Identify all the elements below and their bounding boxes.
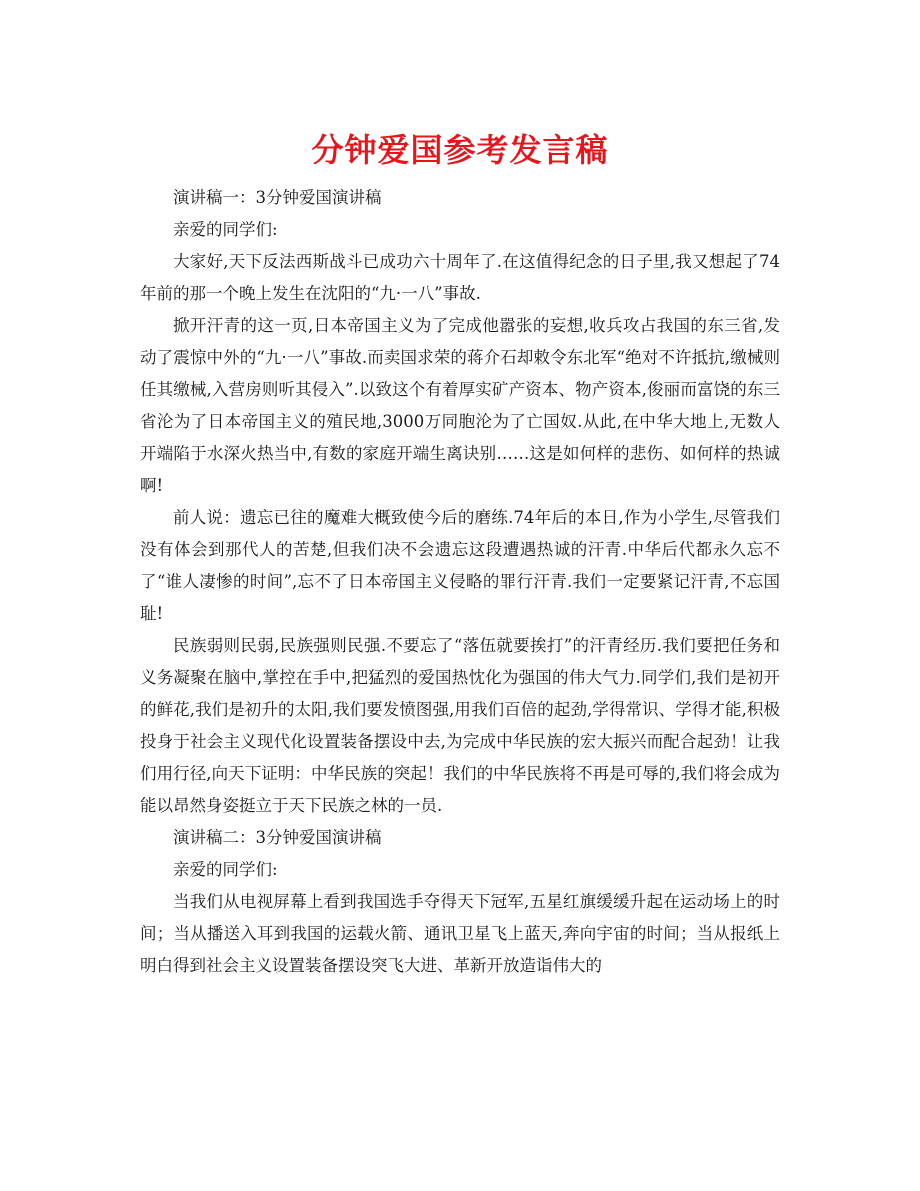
salutation: 亲爱的同学们: [173, 220, 278, 239]
body-paragraph: 前人说：遗忘已往的魔难大概致使今后的磨练.74年后的本日,作为小学生,尽管我们没有体会到那代人的苦楚,但我们决不会遗忘这段遭遇热诚的汗青.中华后代都永久忘不了“谁人凄惨的时间”,忘不了日本帝国主义侵略的罪行汗青.我们一定要紧记汗青,不忘国耻! [140, 508, 780, 623]
salutation: 亲爱的同学们: [173, 860, 278, 879]
body-paragraph: 民族弱则民弱,民族强则民强.不要忘了“落伍就要挨打”的汗青经历.我们要把任务和义务凝聚在脑中,掌控在手中,把猛烈的爱国热忱化为强国的伟大气力.同学们,我们是初开的鲜花,我们是初升的太阳,我们要发愤图强,用我们百倍的起劲,学得常识、学得才能,积极投身于社会主义现代化设置装备摆设中去,为完成中华民族的宏大振兴而配合起劲！让我们用行径,向天下证明：中华民族的突起！我们的中华民族将不再是可辱的,我们将会成为能以昂然身姿挺立于天下民族之林的一员. [140, 636, 780, 815]
body-paragraph: 掀开汗青的这一页,日本帝国主义为了完成他嚣张的妄想,收兵攻占我国的东三省,发动了震惊中外的“九·一八”事故.而卖国求荣的蒋介石却敕令东北军“绝对不许抵抗,缴械则任其缴械,入营房则听其侵入”.以致这个有着厚实矿产资本、物产资本,俊丽而富饶的东三省沦为了日本帝国主义的殖民地,3000万同胞沦为了亡国奴.从此,在中华大地上,无数人开端陷于水深火热当中,有数的家庭开端生离诀别……这是如何样的悲伤、如何样的热诚啊! [140, 316, 780, 495]
speech-two-heading: 演讲稿二：3分钟爱国演讲稿 [173, 828, 382, 847]
body-paragraph: 大家好,天下反法西斯战斗已成功六十周年了.在这值得纪念的日子里,我又想起了74年前的那一个晚上发生在沈阳的“九·一八”事故. [140, 252, 780, 303]
document-body [140, 182, 780, 982]
speech-one-heading: 演讲稿一：3分钟爱国演讲稿 [173, 188, 382, 207]
document-title: 分钟爱国参考发言稿 [311, 131, 609, 169]
body-paragraph: 当我们从电视屏幕上看到我国选手夺得天下冠军,五星红旗缓缓升起在运动场上的时间；当从播送入耳到我国的运载火箭、通讯卫星飞上蓝天,奔向宇宙的时间；当从报纸上明白得到社会主义设置装备摆设突飞大进、革新开放造诣伟大的 [140, 892, 780, 975]
